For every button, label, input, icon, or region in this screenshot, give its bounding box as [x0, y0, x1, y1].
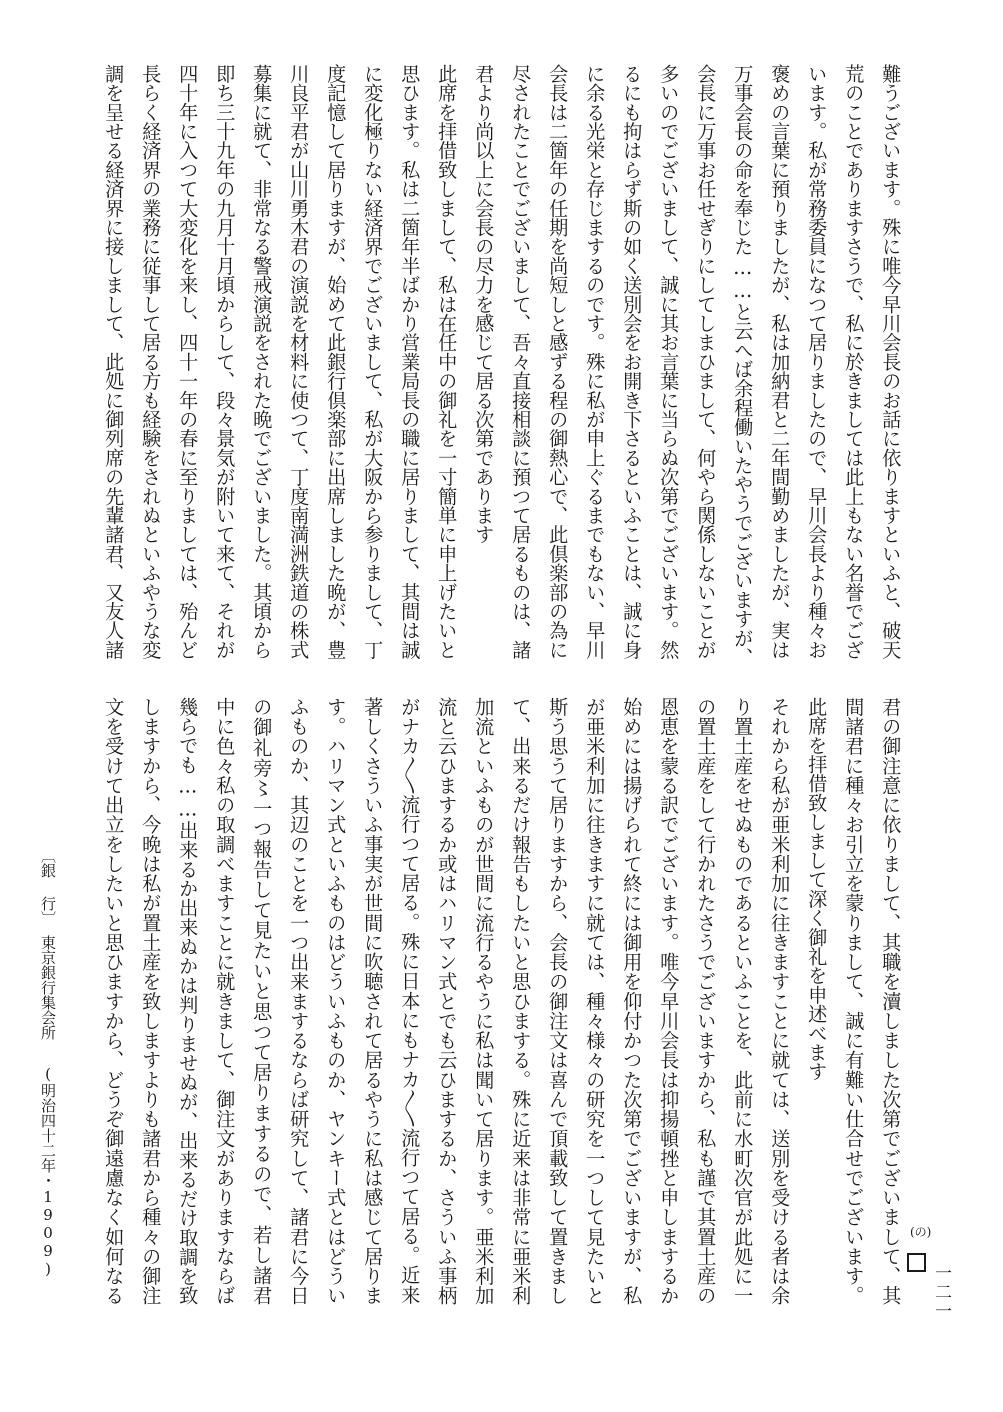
lower-column-17: ふものか、其辺のことを一つ出来まするならば研究して、諸君に今日 [287, 697, 311, 1305]
upper-column-14: 思ひます。私は二箇年半ばかり営業局長の職に居りまして、其間は誠 [398, 64, 422, 660]
upper-column-20: 四十年に入つて大変化を来し、四十一年の春に至りましては、殆んど [176, 64, 200, 660]
upper-column-11: 尽されたことでございまして、吾々直接相談に預つて居るものは、諸 [509, 64, 533, 660]
running-head-date: (明治四十二年・1909) [39, 1065, 57, 1278]
lower-column-11: て、出来るだけ報告もしたいと思ひまする。殊に近来は非常に亜米利 [509, 697, 533, 1305]
upper-column-1: 難うございます。殊に唯今早川会長のお話に依りますといふと、破天 [879, 64, 903, 660]
upper-column-2: 荒のことでありますさうで、私に於きましては此上もない名誉でござ [842, 64, 866, 660]
lower-column-8: 始めには揚げられて終には御用を仰付かつた次第でございますが、私 [620, 697, 644, 1305]
continuation-note: (の) [910, 1225, 932, 1239]
upper-column-9: に余る光栄と存じまするのです。殊に私が申上ぐるまでもない、早川 [583, 64, 607, 660]
lower-column-14: がナカ〳〵流行つて居る。殊に日本にもナカ〳〵流行つて居る。近来 [398, 697, 422, 1305]
upper-column-6: 会長に万事お任せぎりにしてしまひまして、何やら関係しないことが [694, 64, 718, 660]
lower-column-7: 恩恵を蒙る訳でございます。唯今早川会長は抑揚頓挫と申しまするか [657, 697, 681, 1305]
page-number: 一二一 [931, 1264, 951, 1321]
lower-column-12: 加流といふものが世間に流行るやうに私は聞いて居ります。亜米利加 [472, 697, 496, 1305]
lower-column-10: 斯う思うて居りますから、会長の御注文は喜んで頂載致して置きまし [546, 697, 570, 1305]
lower-column-5: り置土産をせぬものであるといふことを、此前に水町次官が此処に一 [731, 697, 755, 1305]
lower-column-20: 幾らでも……出来るか出来ぬかは判りませぬが、出来るだけ取調を致 [176, 697, 200, 1305]
upper-column-17: 川良平君が山川勇木君の演説を材料に使つて、丁度南満洲鉄道の株式 [287, 64, 311, 660]
upper-column-21: 長らく経済界の業務に従事して居る方も経験をされぬといふやうな変 [139, 64, 163, 660]
upper-column-7: 多いのでございまして、誠に其お言葉に当らぬ次第でございます。然 [657, 64, 681, 660]
upper-column-4: 褒めの言葉に預りましたが、私は加納君と二年間勤めましたが、実は [768, 64, 792, 660]
continuation-box [907, 1253, 926, 1272]
lower-column-4: それから私が亜米利加に往きますことに就ては、送別を受ける者は余 [768, 697, 792, 1305]
lower-column-3: 此席を拝借致しまして深く御礼を申述べます [805, 697, 829, 1081]
lower-column-9: が亜米利加に往きますに就ては、種々様々の研究を一つして見たいと [583, 697, 607, 1305]
lower-column-16: す。ハリマン式といふものはどういふものか、ヤンキー式とはどうい [324, 697, 348, 1305]
lower-column-2: 間諸君に種々お引立を蒙りまして、誠に有難い仕合せでございます。 [842, 697, 866, 1305]
upper-column-3: います。私が常務委員になつて居りましたので、早川会長より種々お [805, 64, 829, 660]
running-head-section: 〔銀 行〕 [39, 848, 57, 926]
upper-column-12: 君より尚以上に会長の尽力を感じて居る次第であります [472, 64, 496, 544]
upper-column-10: 会長は二箇年の任期を尚短しと感ずる程の御熱心で、此倶楽部の為に [546, 64, 570, 660]
upper-column-18: 募集に就て、非常なる警戒演説をされた晩でございました。其頃から [250, 64, 274, 660]
upper-column-19: 即ち三十九年の九月十月頃からして、段々景気が附いて来て、それが [213, 64, 237, 660]
upper-column-8: るにも拘はらず斯の如く送別会をお開き下さるといふことは、誠に身 [620, 64, 644, 660]
lower-column-6: の置土産をして行かれたさうでございますから、私も謹で其置土産の [694, 697, 718, 1305]
upper-column-15: に変化極りない経済界でございまして、私が大阪から参りまして、丁 [361, 64, 385, 660]
lower-column-21: しますから、今晩は私が置土産を致しますよりも諸君から種々の御注 [139, 697, 163, 1305]
lower-column-15: 著しくさういふ事実が世間に吹聴されて居るやうに私は感じて居りま [361, 697, 385, 1305]
upper-column-16: 度記憶して居りますが、始めて此銀行倶楽部に出席しました晩が、豊 [324, 64, 348, 660]
upper-column-5: 万事会長の命を奉じた……と云へば余程働いたやうでございますが、 [731, 64, 755, 667]
upper-column-22: 調を呈せる経済界に接しまして、此処に御列席の先輩諸君、又友人諸 [102, 64, 126, 660]
lower-column-13: 流と云ひまするか或はハリマン式とでも云ひまするか、さういふ事柄 [435, 697, 459, 1305]
lower-column-1: 君の御注意に依りまして、其職を瀆しました次第でございまして、其 [879, 697, 903, 1305]
running-head-title: 東京銀行集会所 [39, 935, 57, 1040]
upper-column-13: 此席を拝借致しまして、私は在任中の御礼を一寸簡単に申上げたいと [435, 64, 459, 660]
lower-column-22: 文を受けて出立をしたいと思ひますから、どうぞ御遠慮なく如何なる [102, 697, 126, 1305]
lower-column-18: の御礼旁〻一つ報告して見たいと思つて居りまするので、若し諸君 [250, 697, 274, 1305]
lower-column-19: 中に色々私の取調べますことに就きまして、御注文がありますならば [213, 697, 237, 1305]
